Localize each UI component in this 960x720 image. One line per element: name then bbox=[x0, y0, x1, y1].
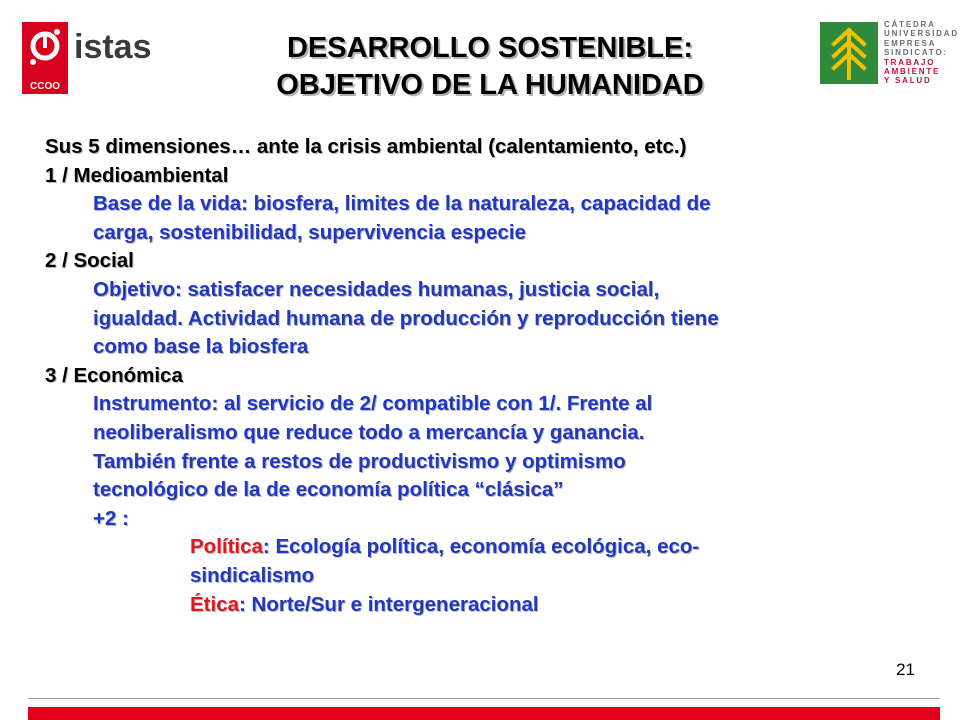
dimension-3-text: tecnológico de la de economía política “clásica” bbox=[93, 478, 564, 502]
etica-text: : Norte/Sur e intergeneracional bbox=[239, 592, 539, 616]
catedra-text bbox=[884, 20, 959, 86]
ccoo-label: CCOO bbox=[30, 81, 60, 92]
catedra-line: EMPRESA bbox=[884, 38, 937, 48]
footer-red-bar bbox=[28, 707, 940, 720]
dimension-1-text: Base de la vida: biosfera, limites de la naturaleza, capacidad de bbox=[93, 192, 711, 216]
etica-item bbox=[45, 591, 925, 620]
istas-wordmark: istas bbox=[74, 28, 152, 66]
catedra-line: CÁTEDRA bbox=[884, 20, 936, 29]
catedra-line: UNIVERSIDAD bbox=[884, 29, 959, 39]
arrows-tree-icon bbox=[820, 22, 878, 84]
slide-body bbox=[45, 133, 925, 619]
intro-line: Sus 5 dimensiones… ante la crisis ambiental (calentamiento, etc.) bbox=[45, 135, 687, 158]
dimension-3-heading: 3 / Económica bbox=[45, 363, 183, 387]
istas-logo bbox=[22, 22, 172, 96]
title-line-2: OBJETIVO DE LA HUMANIDAD bbox=[276, 69, 704, 101]
page-number: 21 bbox=[896, 660, 915, 679]
dimension-2-text: como base la biosfera bbox=[93, 335, 309, 359]
title-line-1: DESARROLLO SOSTENIBLE: bbox=[286, 32, 693, 64]
dimension-3-text: También frente a restos de productivismo y optimismo bbox=[93, 449, 626, 473]
catedra-line: SINDICATO: bbox=[884, 48, 948, 58]
dimension-2-heading: 2 / Social bbox=[45, 249, 134, 273]
catedra-line: Y SALUD bbox=[884, 76, 932, 86]
politica-item bbox=[45, 533, 925, 562]
etica-term: Ética bbox=[190, 592, 239, 616]
dimension-1-text: carga, sostenibilidad, supervivencia especie bbox=[93, 220, 526, 244]
footer-divider bbox=[28, 698, 940, 699]
politica-continuation: sindicalismo bbox=[190, 563, 315, 587]
dimension-3-text: Instrumento: al servicio de 2/ compatible con 1/. Frente al bbox=[93, 392, 653, 416]
dimension-1-heading: 1 / Medioambiental bbox=[45, 163, 229, 187]
dimension-2-text: Objetivo: satisfacer necesidades humanas, justicia social, bbox=[93, 277, 660, 301]
politica-text: : Ecología política, economía ecológica, eco- bbox=[262, 535, 700, 559]
dimension-2-text: igualdad. Actividad humana de producción y reproducción tiene bbox=[93, 306, 719, 330]
catedra-logo bbox=[820, 20, 959, 102]
dimension-3-text: neoliberalismo que reduce todo a mercancía y ganancia. bbox=[93, 420, 645, 444]
politica-term: Política bbox=[190, 535, 263, 559]
catedra-line: AMBIENTE bbox=[884, 67, 941, 77]
plus-two-label: +2 : bbox=[93, 506, 129, 530]
slide-title bbox=[190, 30, 790, 104]
catedra-line: TRABAJO bbox=[884, 57, 936, 67]
